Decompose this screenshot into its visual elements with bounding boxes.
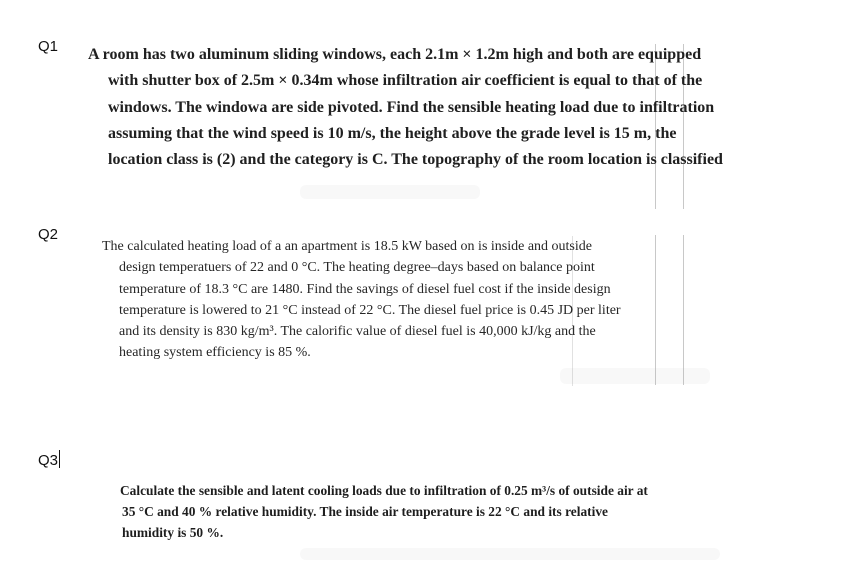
- scan-smudge: [560, 368, 710, 384]
- text-cursor: [59, 450, 60, 468]
- question-text-line: 35 °C and 40 % relative humidity. The inside air temperature is 22 °C and its relative: [122, 504, 608, 519]
- question-text-line: humidity is 50 %.: [122, 525, 224, 540]
- question-text-line: assuming that the wind speed is 10 m/s, the height above the grade level is 15 m, the: [108, 124, 677, 142]
- question-text: [88, 42, 800, 173]
- question-text-line: temperature is lowered to 21 °C instead of 22 °C. The diesel fuel price is 0.45 JD per liter: [119, 302, 621, 318]
- scan-smudge: [300, 185, 480, 199]
- question-text-line: temperature of 18.3 °C are 1480. Find the savings of diesel fuel cost if the inside design: [119, 281, 611, 297]
- question-text-line: and its density is 830 kg/m³. The calorific value of diesel fuel is 40,000 kJ/kg and the: [119, 324, 596, 340]
- question-label-text: Q3: [38, 452, 59, 469]
- question-text-line: heating system efficiency is 85 %.: [119, 345, 311, 361]
- question-text-line: design temperatuers of 22 and 0 °C. The heating degree–days based on balance point: [119, 260, 595, 276]
- question-text: [102, 236, 778, 364]
- question-text-line: with shutter box of 2.5m × 0.34m whose infiltration air coefficient is equal to that of the: [108, 72, 703, 90]
- question-label: Q2: [38, 226, 59, 243]
- question-text: [120, 480, 800, 543]
- question-text-line: windows. The windowa are side pivoted. Find the sensible heating load due to infiltration: [108, 98, 715, 116]
- question-label: Q1: [38, 38, 59, 55]
- scan-smudge: [300, 548, 720, 560]
- question-text-line: A room has two aluminum sliding windows, each 2.1m × 1.2m high and both are equipped: [88, 46, 702, 63]
- question-text-line: The calculated heating load of a an apartment is 18.5 kW based on is inside and outside: [102, 239, 592, 254]
- question-text-line: Calculate the sensible and latent cooling loads due to infiltration of 0.25 m³/s of outside air at: [120, 483, 648, 498]
- question-label: [38, 450, 60, 469]
- question-text-line: location class is (2) and the category is C. The topography of the room location is classified: [108, 151, 723, 169]
